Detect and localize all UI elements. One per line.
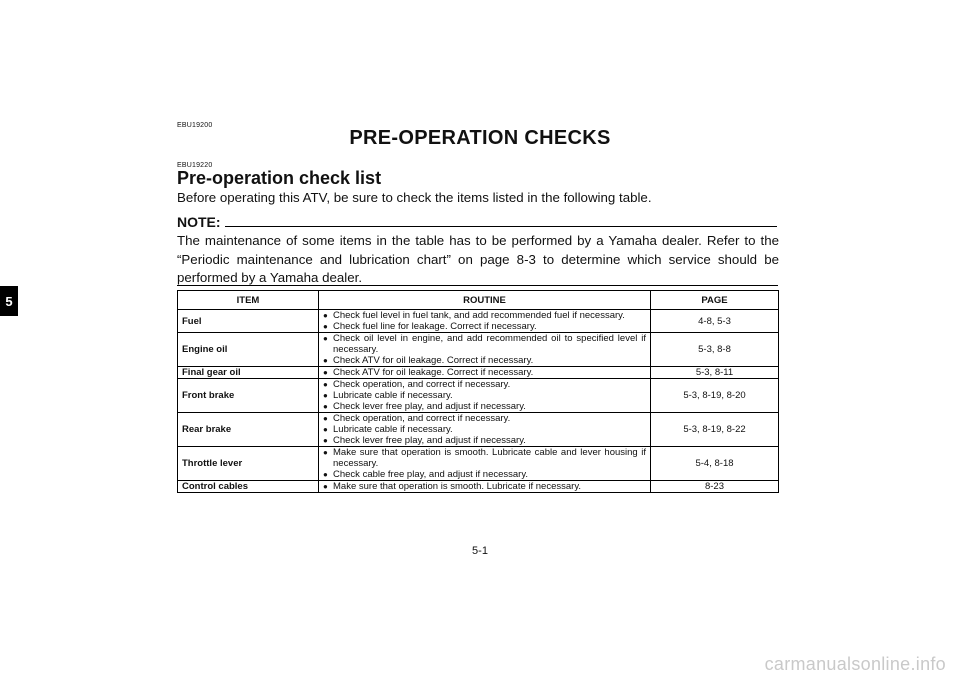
bullet-dot-icon: ●	[323, 402, 328, 411]
routine-cell	[319, 367, 651, 379]
routine-bullet	[323, 367, 646, 378]
routine-bullet	[323, 447, 646, 469]
note-divider	[177, 226, 777, 227]
routine-bullet	[323, 355, 646, 366]
routine-bullet	[323, 413, 646, 424]
routine-text: Check operation, and correct if necessary.	[333, 413, 511, 424]
section-code: EBU19220	[177, 162, 213, 169]
note-end-rule	[177, 285, 778, 286]
page-cell: 5-3, 8-11	[651, 367, 779, 379]
header-item: ITEM	[178, 291, 319, 310]
page-cell: 5-4, 8-18	[651, 447, 779, 481]
page-cell: 5-3, 8-19, 8-22	[651, 413, 779, 447]
table-header-row	[178, 291, 779, 310]
routine-cell	[319, 413, 651, 447]
bullet-dot-icon: ●	[323, 322, 328, 331]
bullet-dot-icon: ●	[323, 414, 328, 423]
header-routine: ROUTINE	[319, 291, 651, 310]
routine-text: Check ATV for oil leakage. Correct if necessary.	[333, 355, 534, 366]
routine-text: Check operation, and correct if necessary.	[333, 379, 511, 390]
bullet-dot-icon: ●	[323, 368, 328, 377]
routine-bullet	[323, 390, 646, 401]
routine-bullet	[323, 481, 646, 492]
routine-bullet	[323, 401, 646, 412]
routine-text: Make sure that operation is smooth. Lubricate if necessary.	[333, 481, 582, 492]
item-cell: Fuel	[178, 310, 319, 333]
table-row	[178, 367, 779, 379]
routine-cell	[319, 333, 651, 367]
routine-text: Lubricate cable if necessary.	[333, 390, 453, 401]
routine-text: Check lever free play, and adjust if necessary.	[333, 401, 526, 412]
routine-bullet	[323, 424, 646, 435]
bullet-dot-icon: ●	[323, 311, 328, 320]
routine-bullet	[323, 469, 646, 480]
routine-text: Check oil level in engine, and add recommended oil to specified level if necessary.	[333, 333, 646, 355]
routine-cell	[319, 310, 651, 333]
routine-bullet	[323, 379, 646, 390]
table-row	[178, 379, 779, 413]
routine-bullet	[323, 435, 646, 446]
page-cell: 5-3, 8-8	[651, 333, 779, 367]
item-cell: Control cables	[178, 481, 319, 493]
routine-text: Check ATV for oil leakage. Correct if necessary.	[333, 367, 534, 378]
check-table	[177, 290, 779, 493]
page-number: 5-1	[472, 545, 488, 557]
routine-text: Make sure that operation is smooth. Lubricate cable and lever housing if necessary.	[333, 447, 646, 469]
routine-text: Check fuel level in fuel tank, and add recommended fuel if necessary.	[333, 310, 625, 321]
page-cell: 4-8, 5-3	[651, 310, 779, 333]
header-page: PAGE	[651, 291, 779, 310]
routine-cell	[319, 447, 651, 481]
bullet-dot-icon: ●	[323, 448, 328, 457]
routine-text: Check cable free play, and adjust if necessary.	[333, 469, 529, 480]
page-title: PRE-OPERATION CHECKS	[349, 127, 611, 149]
bullet-dot-icon: ●	[323, 334, 328, 343]
bullet-dot-icon: ●	[323, 482, 328, 491]
routine-bullet	[323, 321, 646, 332]
bullet-dot-icon: ●	[323, 425, 328, 434]
routine-text: Check lever free play, and adjust if necessary.	[333, 435, 526, 446]
chapter-tab: 5	[0, 286, 18, 316]
routine-text: Lubricate cable if necessary.	[333, 424, 453, 435]
table-body	[178, 310, 779, 493]
item-cell: Engine oil	[178, 333, 319, 367]
watermark: carmanualsonline.info	[764, 654, 946, 674]
bullet-dot-icon: ●	[323, 356, 328, 365]
item-cell: Throttle lever	[178, 447, 319, 481]
routine-bullet	[323, 310, 646, 321]
bullet-dot-icon: ●	[323, 436, 328, 445]
table-row	[178, 481, 779, 493]
item-cell: Rear brake	[178, 413, 319, 447]
routine-text: Check fuel line for leakage. Correct if necessary.	[333, 321, 537, 332]
table-row	[178, 413, 779, 447]
table-row	[178, 333, 779, 367]
note-text: The maintenance of some items in the table has to be performed by a Yamaha dealer. Refer to the “Periodic maintenance and lubrication chart” on page 8-3 to determine which service should be performed by a Yamaha dealer.	[177, 233, 779, 285]
table-row	[178, 310, 779, 333]
table-row	[178, 447, 779, 481]
bullet-dot-icon: ●	[323, 470, 328, 479]
routine-cell	[319, 379, 651, 413]
routine-bullet	[323, 333, 646, 355]
bullet-dot-icon: ●	[323, 391, 328, 400]
page-cell: 8-23	[651, 481, 779, 493]
item-cell: Front brake	[178, 379, 319, 413]
page-cell: 5-3, 8-19, 8-20	[651, 379, 779, 413]
item-cell: Final gear oil	[178, 367, 319, 379]
section-heading: Pre-operation check list	[177, 168, 382, 188]
document-code: EBU19200	[177, 122, 213, 129]
note-label: NOTE:	[177, 214, 225, 230]
routine-cell	[319, 481, 651, 493]
intro-text: Before operating this ATV, be sure to check the items listed in the following table.	[177, 190, 652, 205]
bullet-dot-icon: ●	[323, 380, 328, 389]
